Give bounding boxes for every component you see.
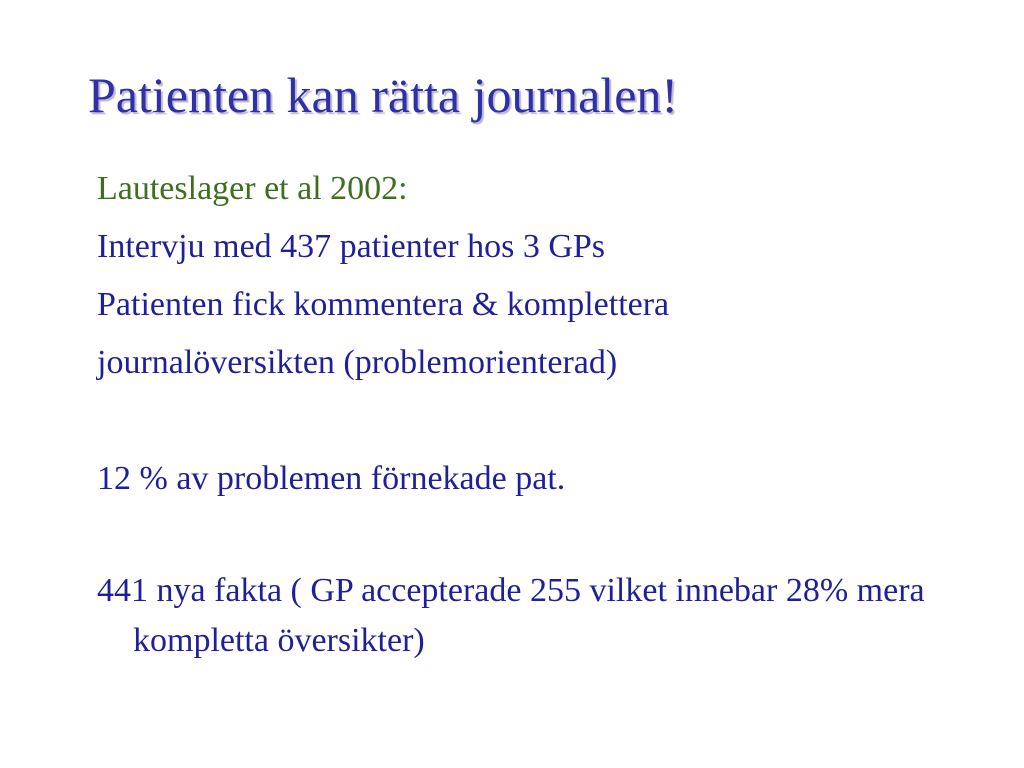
body-line-denied-problems: 12 % av problemen förnekade pat. [97,460,566,497]
body-line-new-facts: 441 nya fakta ( GP accepterade 255 vilket innebar 28% mera kompletta översikter) [97,572,925,659]
source-citation: Lauteslager et al 2002: [97,170,408,207]
spacer [97,508,977,566]
body-line-overview: journalöversikten (problemorienterad) [97,344,618,381]
slide-title: Patienten kan rätta journalen! [88,67,679,123]
spacer [97,392,977,450]
body-line-interview: Intervju med 437 patienter hos 3 GPs [97,228,606,265]
slide-body [97,160,977,666]
body-line-comment: Patienten fick kommentera & komplettera [97,286,670,323]
